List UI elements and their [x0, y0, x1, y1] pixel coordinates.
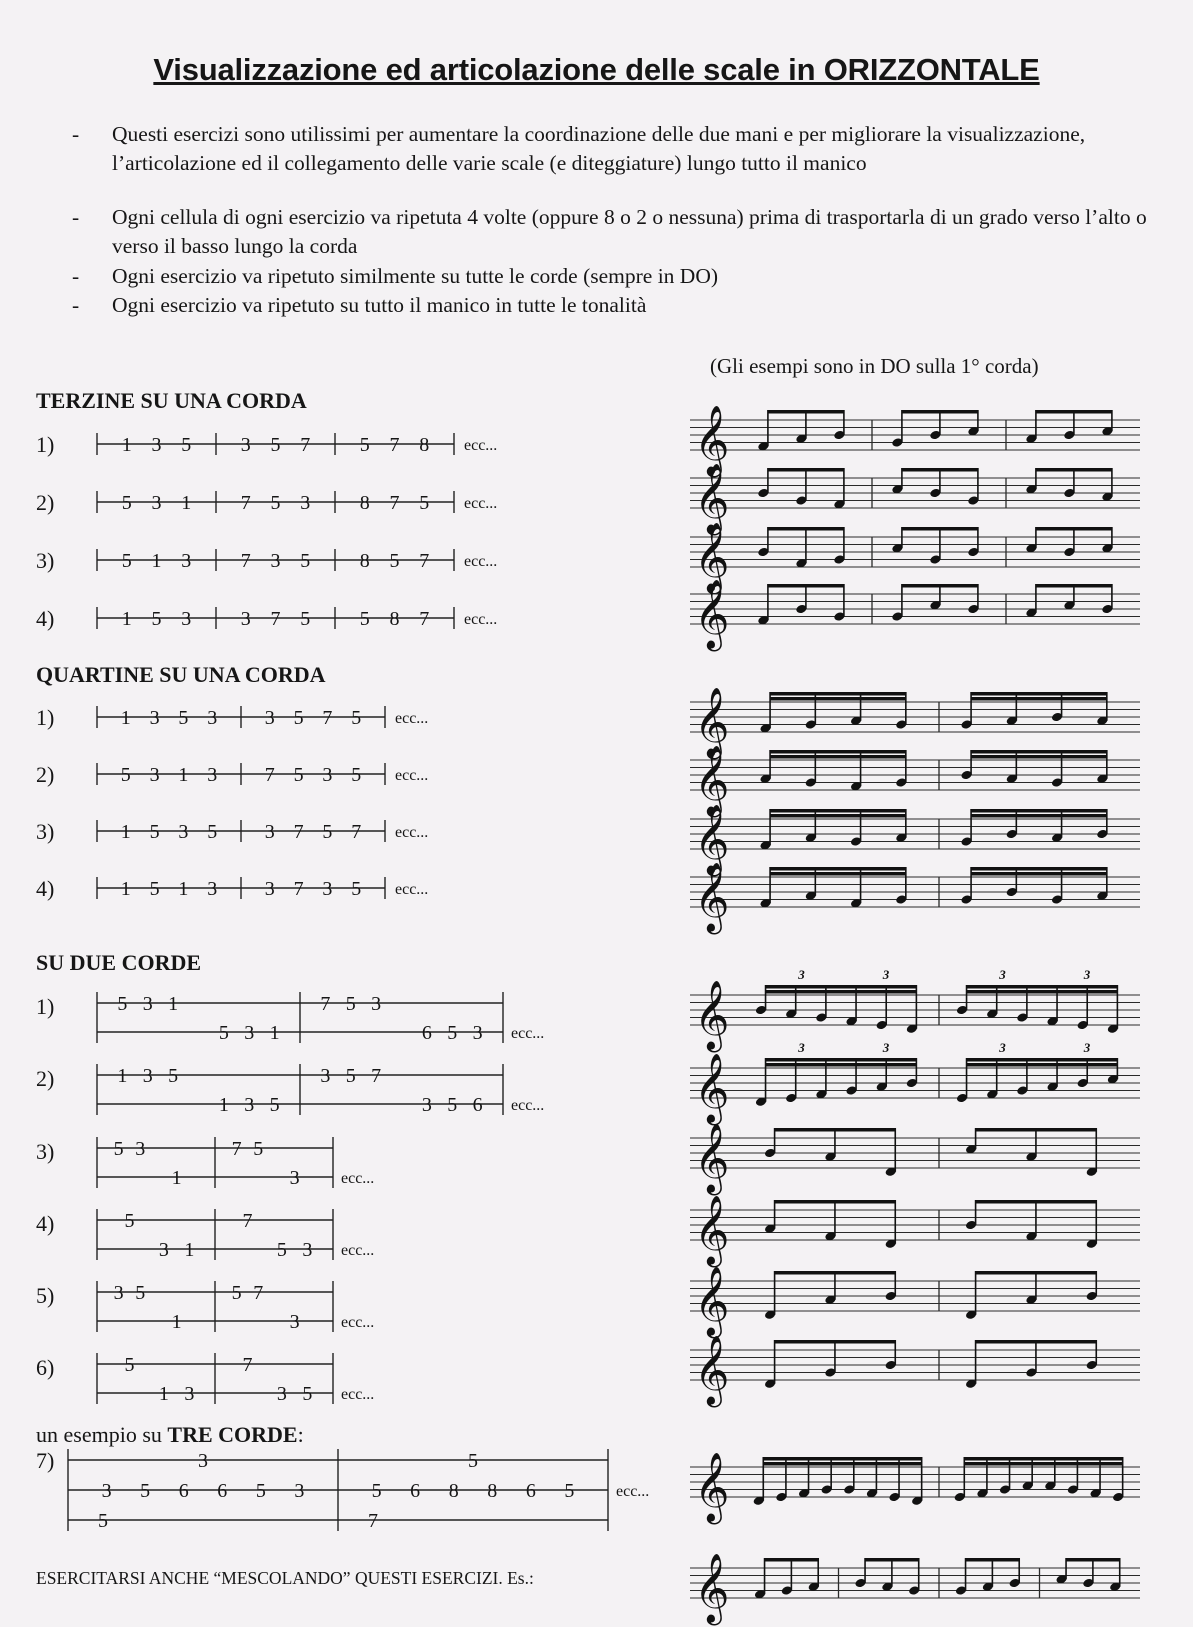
fret-number: 1 — [171, 1311, 182, 1333]
fret-number: 1 — [168, 993, 179, 1015]
fret-number: 1 — [218, 1094, 229, 1116]
fret-number: 5 — [218, 1022, 229, 1044]
fret-number: 5 — [149, 821, 160, 843]
beam — [976, 1271, 1097, 1275]
heading-terzine: TERZINE SU UNA CORDA — [36, 388, 307, 413]
fret-number: 5 — [351, 707, 362, 729]
fret-number: 5 — [293, 764, 304, 786]
fret-number: 6 — [217, 1480, 228, 1502]
ecc-label: ecc... — [511, 1097, 545, 1114]
bullet-text: Ogni esercizio va ripetuto su tutto il manico in tutte le tonalità — [112, 293, 647, 317]
bullet-text: Ogni esercizio va ripetuto similmente su tutte le corde (sempre in DO) — [112, 264, 718, 288]
fret-number: 5 — [121, 492, 132, 514]
fret-number: 5 — [371, 1480, 382, 1502]
fret-number: 1 — [181, 492, 192, 514]
beam — [1036, 468, 1112, 472]
fret-number: 7 — [322, 707, 333, 729]
fret-number: 1 — [120, 707, 131, 729]
fret-number: 3 — [264, 707, 275, 729]
fret-number: 7 — [293, 878, 304, 900]
beam — [964, 1462, 1122, 1466]
beam — [967, 985, 1118, 989]
fret-number: 5 — [117, 993, 128, 1015]
fret-number: 3 — [198, 1450, 208, 1472]
fret-number: 5 — [255, 1480, 266, 1502]
fret-number: 8 — [359, 492, 370, 514]
bullet-text: Questi esercizi sono utilissimi per aumentare la coordinazione delle due mani e per migliorare la visualizzazione, l’articolazione ed il collegamento delle varie scale (e diteggiature) lungo tutto il manico — [112, 122, 1086, 175]
ecc-label: ecc... — [616, 1483, 650, 1500]
fret-number: 5 — [124, 1210, 135, 1232]
fret-number: 1 — [117, 1065, 128, 1087]
fret-number: 5 — [419, 492, 430, 514]
heading-quartine: QUARTINE SU UNA CORDA — [36, 662, 326, 687]
fret-number: 1 — [121, 434, 132, 456]
beam — [971, 750, 1107, 754]
beam — [865, 1558, 919, 1562]
triplet-mark: 3 — [1083, 967, 1091, 982]
ecc-label: ecc... — [395, 767, 429, 784]
triplet-mark: 3 — [999, 1040, 1006, 1055]
fret-number: 7 — [240, 550, 251, 572]
ecc-label: ecc... — [464, 437, 498, 454]
fret-number: 8 — [448, 1480, 459, 1502]
exercise-number: 3) — [36, 548, 55, 573]
bullet-dash: - — [72, 293, 80, 317]
fret-number: 7 — [368, 1510, 378, 1532]
fret-number: 5 — [98, 1510, 108, 1532]
exercise-number: 3) — [36, 1139, 55, 1164]
beam — [902, 468, 978, 472]
fret-number: 1 — [178, 878, 189, 900]
beam — [1036, 527, 1112, 531]
bullet-dash: - — [72, 122, 80, 146]
treble-clef-icon: 𝄞 — [694, 1266, 730, 1336]
ecc-label: ecc... — [341, 1170, 375, 1187]
beam — [775, 1271, 896, 1275]
beam — [770, 750, 906, 754]
fret-number: 5 — [253, 1138, 264, 1160]
beam — [967, 1058, 1118, 1062]
fret-number: 5 — [276, 1239, 287, 1261]
beam — [766, 985, 917, 989]
fret-number: 5 — [151, 608, 162, 630]
fret-number: 3 — [302, 1239, 313, 1261]
fret-number: 3 — [264, 878, 275, 900]
fret-number: 8 — [487, 1480, 498, 1502]
treble-clef-icon: 𝄞 — [694, 405, 730, 475]
fret-number: 5 — [359, 608, 370, 630]
beam — [768, 584, 844, 588]
fret-number: 8 — [359, 550, 370, 572]
fret-number: 1 — [120, 821, 131, 843]
fret-number: 1 — [184, 1239, 195, 1261]
fret-number: 3 — [276, 1383, 287, 1405]
beam — [971, 692, 1107, 696]
beam — [1066, 1558, 1120, 1562]
fret-number: 7 — [419, 608, 430, 630]
fret-number: 1 — [171, 1167, 182, 1189]
fret-number: 1 — [158, 1383, 169, 1405]
exercise-number: 1) — [36, 432, 55, 457]
treble-clef-icon: 𝄞 — [694, 1553, 730, 1623]
fret-number: 7 — [320, 993, 331, 1015]
fret-number: 5 — [322, 821, 333, 843]
fret-number: 7 — [240, 492, 251, 514]
fret-number: 7 — [293, 821, 304, 843]
exercise-number: 1) — [36, 705, 55, 730]
fret-number: 7 — [389, 434, 400, 456]
treble-clef-icon: 𝄞 — [694, 1123, 730, 1193]
fret-number: 3 — [142, 993, 153, 1015]
triplet-mark: 3 — [999, 967, 1006, 982]
exercise-number: 2) — [36, 762, 55, 787]
fret-number: 3 — [178, 821, 189, 843]
exercise-number: 4) — [36, 606, 55, 631]
fret-number: 5 — [351, 764, 362, 786]
beam — [766, 990, 917, 994]
fret-number: 8 — [419, 434, 430, 456]
ecc-label: ecc... — [395, 881, 429, 898]
fret-number: 7 — [264, 764, 275, 786]
fret-number: 6 — [525, 1480, 536, 1502]
fret-number: 7 — [242, 1354, 253, 1376]
bullet-text: Ogni cellula di ogni esercizio va ripetuta 4 volte (oppure 8 o 2 o nessuna) prima di trasportarla di un grado verso l’alto o verso il basso lungo la corda — [112, 205, 1147, 258]
fret-number: 3 — [270, 550, 281, 572]
heading-due-corde: SU DUE CORDE — [36, 950, 202, 975]
fret-number: 5 — [564, 1480, 575, 1502]
beam — [770, 814, 906, 818]
beam — [775, 1340, 896, 1344]
beam — [976, 1340, 1097, 1344]
fret-number: 5 — [300, 608, 311, 630]
ecc-label: ecc... — [464, 495, 498, 512]
fret-number: 5 — [345, 993, 356, 1015]
beam — [971, 872, 1107, 876]
fret-number: 3 — [135, 1138, 146, 1160]
ecc-label: ecc... — [341, 1314, 375, 1331]
treble-clef-icon: 𝄞 — [694, 804, 730, 874]
fret-number: 5 — [300, 550, 311, 572]
fret-number: 7 — [419, 550, 430, 572]
fret-number: 7 — [371, 1065, 382, 1087]
beam — [976, 1128, 1097, 1132]
fret-number: 5 — [345, 1065, 356, 1087]
tre-corde-intro-bold: TRE CORDE — [167, 1422, 298, 1447]
triplet-mark: 3 — [798, 1040, 805, 1055]
fret-number: 5 — [168, 1065, 179, 1087]
ecc-label: ecc... — [341, 1242, 375, 1259]
fret-number: 3 — [240, 608, 251, 630]
fret-number: 3 — [322, 764, 333, 786]
beam — [766, 1063, 917, 1067]
beam — [971, 755, 1107, 759]
beam — [770, 697, 906, 701]
fret-number: 6 — [410, 1480, 421, 1502]
beam — [766, 1058, 917, 1062]
fret-number: 3 — [294, 1480, 305, 1502]
exercise-number: 7) — [36, 1448, 55, 1473]
fret-number: 5 — [124, 1354, 135, 1376]
fret-number: 3 — [101, 1480, 112, 1502]
fret-number: 3 — [289, 1311, 300, 1333]
fret-number: 3 — [158, 1239, 169, 1261]
treble-clef-icon: 𝄞 — [694, 1452, 730, 1522]
fret-number: 1 — [120, 878, 131, 900]
exercise-number: 4) — [36, 876, 55, 901]
fret-number: 3 — [151, 492, 162, 514]
fret-number: 5 — [178, 707, 189, 729]
ecc-label: ecc... — [341, 1386, 375, 1403]
exercise-number: 5) — [36, 1283, 55, 1308]
exercise-number: 6) — [36, 1355, 55, 1380]
beam — [966, 1558, 1020, 1562]
fret-number: 6 — [421, 1022, 432, 1044]
fret-number: 5 — [359, 434, 370, 456]
fret-number: 8 — [389, 608, 400, 630]
fret-number: 3 — [240, 434, 251, 456]
ecc-label: ecc... — [395, 824, 429, 841]
beam — [768, 410, 844, 414]
triplet-mark: 3 — [882, 1040, 890, 1055]
fret-number: 5 — [149, 878, 160, 900]
fret-number: 5 — [293, 707, 304, 729]
beam — [765, 1558, 819, 1562]
fret-number: 5 — [269, 1094, 280, 1116]
fret-number: 5 — [120, 764, 131, 786]
fret-number: 3 — [181, 608, 192, 630]
fret-number: 6 — [178, 1480, 189, 1502]
fret-number: 3 — [184, 1383, 195, 1405]
fret-number: 5 — [135, 1282, 146, 1304]
exercise-number: 4) — [36, 1211, 55, 1236]
examples-note: (Gli esempi sono in DO sulla 1° corda) — [710, 354, 1039, 378]
triplet-mark: 3 — [882, 967, 890, 982]
fret-number: 5 — [447, 1094, 458, 1116]
triplet-mark: 3 — [798, 967, 805, 982]
treble-clef-icon: 𝄞 — [694, 522, 730, 592]
beam — [768, 527, 844, 531]
fret-number: 3 — [289, 1167, 300, 1189]
fret-number: 3 — [322, 878, 333, 900]
fret-number: 7 — [270, 608, 281, 630]
fret-number: 3 — [472, 1022, 483, 1044]
fret-number: 3 — [320, 1065, 331, 1087]
beam — [768, 468, 844, 472]
exercise-number: 1) — [36, 994, 55, 1019]
fret-number: 5 — [270, 492, 281, 514]
treble-clef-icon: 𝄞 — [694, 687, 730, 757]
fret-number: 1 — [151, 550, 162, 572]
treble-clef-icon: 𝄞 — [694, 1053, 730, 1123]
fret-number: 7 — [300, 434, 311, 456]
treble-clef-icon: 𝄞 — [694, 1335, 730, 1405]
beam — [770, 755, 906, 759]
fret-number: 3 — [142, 1065, 153, 1087]
beam — [1036, 410, 1112, 414]
triplet-mark: 3 — [1083, 1040, 1091, 1055]
beam — [902, 527, 978, 531]
beam — [770, 867, 906, 871]
page-title: Visualizzazione ed articolazione delle scale in ORIZZONTALE — [153, 52, 1040, 87]
fret-number: 5 — [231, 1282, 242, 1304]
treble-clef-icon: 𝄞 — [694, 579, 730, 649]
fret-number: 1 — [269, 1022, 280, 1044]
treble-clef-icon: 𝄞 — [694, 980, 730, 1050]
beam — [971, 867, 1107, 871]
fret-number: 3 — [207, 878, 218, 900]
fret-number: 3 — [113, 1282, 124, 1304]
mix-instruction: ESERCITARSI ANCHE “MESCOLANDO” QUESTI ESERCIZI. Es.: — [36, 1568, 534, 1588]
exercise-number: 3) — [36, 819, 55, 844]
beam — [770, 872, 906, 876]
beam — [971, 809, 1107, 813]
fret-number: 3 — [151, 434, 162, 456]
fret-number: 5 — [113, 1138, 124, 1160]
beam — [763, 1462, 921, 1466]
bullet-dash: - — [72, 205, 80, 229]
bullet-dash: - — [72, 264, 80, 288]
fret-number: 7 — [389, 492, 400, 514]
fret-number: 3 — [421, 1094, 432, 1116]
ecc-label: ecc... — [395, 710, 429, 727]
fret-number: 5 — [389, 550, 400, 572]
exercise-number: 2) — [36, 1066, 55, 1091]
beam — [902, 410, 978, 414]
tre-corde-intro-text: un esempio su — [36, 1422, 162, 1447]
exercise-number: 2) — [36, 490, 55, 515]
fret-number: 5 — [447, 1022, 458, 1044]
ecc-label: ecc... — [464, 611, 498, 628]
fret-number: 6 — [472, 1094, 483, 1116]
fret-number: 7 — [242, 1210, 253, 1232]
fret-number: 3 — [264, 821, 275, 843]
fret-number: 1 — [178, 764, 189, 786]
fret-number: 1 — [121, 608, 132, 630]
fret-number: 5 — [302, 1383, 313, 1405]
tre-corde-intro-end: : — [297, 1422, 304, 1447]
treble-clef-icon: 𝄞 — [694, 745, 730, 815]
beam — [775, 1200, 896, 1204]
fret-number: 3 — [149, 764, 160, 786]
beam — [971, 697, 1107, 701]
fret-number: 3 — [207, 707, 218, 729]
fret-number: 5 — [140, 1480, 151, 1502]
beam — [775, 1128, 896, 1132]
fret-number: 7 — [253, 1282, 264, 1304]
beam — [770, 809, 906, 813]
fret-number: 3 — [149, 707, 160, 729]
fret-number: 3 — [181, 550, 192, 572]
treble-clef-icon: 𝄞 — [694, 1195, 730, 1265]
beam — [967, 990, 1118, 994]
fret-number: 5 — [121, 550, 132, 572]
beam — [976, 1200, 1097, 1204]
fret-number: 5 — [181, 434, 192, 456]
ecc-label: ecc... — [464, 553, 498, 570]
ecc-label: ecc... — [511, 1025, 545, 1042]
beam — [902, 584, 978, 588]
beam — [770, 692, 906, 696]
beam — [763, 1457, 921, 1461]
fret-number: 3 — [207, 764, 218, 786]
fret-number: 7 — [351, 821, 362, 843]
fret-number: 7 — [231, 1138, 242, 1160]
treble-clef-icon: 𝄞 — [694, 463, 730, 533]
fret-number: 3 — [371, 993, 382, 1015]
fret-number: 3 — [244, 1094, 255, 1116]
fret-number: 5 — [207, 821, 218, 843]
treble-clef-icon: 𝄞 — [694, 862, 730, 932]
beam — [1036, 584, 1112, 588]
beam — [971, 814, 1107, 818]
fret-number: 5 — [468, 1450, 478, 1472]
fret-number: 3 — [244, 1022, 255, 1044]
fret-number: 3 — [300, 492, 311, 514]
fret-number: 5 — [270, 434, 281, 456]
beam — [964, 1457, 1122, 1461]
beam — [967, 1063, 1118, 1067]
fret-number: 5 — [351, 878, 362, 900]
